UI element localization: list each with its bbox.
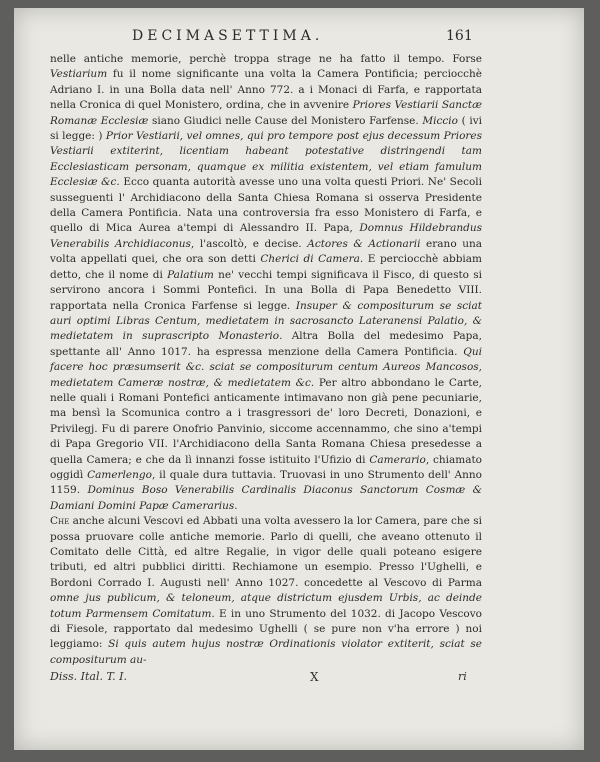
italic-run: Insuper & compositurum se sciat auri optimi Libras Centum, medietatem in sacrosancto Lateranensi Palatio, & medietatem in suprascripto Monasterio — [50, 299, 482, 343]
text-run: , chiamato oggidì — [50, 453, 482, 481]
italic-run: Qui facere hoc præsumserit &c. sciat se compositurum centum Aureos Mancosos, medietatem Cameræ nostræ, & medietatem &c. — [50, 345, 482, 389]
signature-mark: Diss. Ital. T. I. — [50, 670, 128, 683]
italic-run: Priores Vestiarii Sanctæ Romanæ Ecclesiæ — [50, 99, 483, 127]
italic-run: Domnus Hildebrandus Venerabilis Archidiaconus — [50, 222, 482, 250]
text-run: . E perciocchè abbiam detto, che il nome di — [50, 253, 483, 281]
italic-run: Miccio — [422, 114, 458, 127]
text-run: Per altro abbondano le Carte, nelle quali i Romani Pontefici anticamente intimavano non già pene pecuniarie, ma bensì la Scomunica contro a i trasgressori de' loro Decreti, Donazioni, e Privilegj. Fu di parere Onofrio Panvinio, siccome accennammo, che sino a'tempi di Papa Gregorio VII. l'Archidiacono della Santa Romana Chiesa presedesse a quella Camera; e che da lì innanzi fosse istituito l'Ufizio di — [50, 376, 482, 466]
text-run: siano Giudici nelle Cause del Monistero Farfense. — [148, 114, 423, 127]
text-run: ( ivi si legge: ) — [50, 114, 483, 143]
text-run: Che — [50, 515, 70, 528]
text-run: erano una volta appellati quei, che ora son detti — [50, 237, 482, 266]
italic-run: Cherici di Camera — [260, 253, 360, 266]
text-run: nelle antiche memorie, perchè troppa strage ne ha fatto il tempo. Forse — [50, 53, 482, 65]
text-run: . E in uno Strumento del 1032. di Jacopo Vescovo di Fiesole, rapportato dal medesimo Ughelli ( se pure non v'ha errore ) noi leggiamo: — [50, 607, 482, 651]
italic-run: Camerario — [369, 453, 426, 466]
page-footer — [14, 670, 584, 690]
italic-run: omne jus publicum, & teloneum, atque districtum ejusdem Urbis, ac deinde totum Parmensem Comitatum — [50, 592, 482, 620]
gathering-mark: X — [310, 670, 319, 684]
text-run: . Altra Bolla del medesimo Papa, spettante all' Anno 1017. ha espressa menzione della Camera Pontificia. — [50, 330, 482, 358]
italic-run: Camerlengo — [87, 468, 152, 481]
catchword: ri — [458, 670, 467, 683]
text-run: , l'ascoltò, e decise. — [190, 237, 308, 250]
text-run: , il quale dura tuttavia. Truovasi in uno Strumento dell' Anno 1159. — [50, 468, 482, 497]
text-run: Ecco quanta autorità avesse uno una volta questi Priori. Ne' Secoli susseguenti l' Archidiacono della Santa Chiesa Romana si osserva Presidente della Camera Pontificia. Nata una controversia fra esso Monistero di Farfa, e quello di Mica Aurea a'tempi di Alessandro II. Papa, — [50, 176, 482, 235]
running-title: DECIMASETTIMA. — [132, 28, 324, 44]
book-page — [14, 8, 584, 750]
body-text — [50, 52, 482, 668]
page-number: 161 — [446, 28, 473, 44]
italic-run: Si quis autem hujus nostræ Ordinationis violator extiterit, sciat se compositurum au- — [50, 638, 482, 666]
text-run: fu il nome significante una volta la Camera Pontificia; perciocchè Adriano I. in una Bolla data nell' Anno 772. a i Monaci di Farfa, e rapportata nella Cronica di quel Monistero, ordina, che in avvenire — [50, 68, 482, 112]
paragraph — [50, 514, 482, 668]
text-run: anche alcuni Vescovi ed Abbati una volta avessero la lor Camera, pare che si possa pruovare colle antiche memorie. Parlo di quelli, che aveano ottenuto il Comitato delle Città, ed altre Regalie, in vigor delle quali poteano esigere tributi, ed altri pubblici diritti. Rechiamone un esempio. Presso l'Ughelli, e Bordoni Corrado I. Augusti nell' Anno 1027. concedette al Vescovo di Parma — [50, 515, 482, 589]
italic-run: Palatium — [167, 268, 214, 281]
text-run: . — [234, 499, 238, 512]
text-run: ne' vecchi tempi significava il Fisco, di questo si servirono ancora i Sommi Pontefici. In una Bolla di Papa Benedetto VIII. rapportata nella Cronica Farfense si legge. — [50, 268, 482, 312]
italic-run: Vestiarium — [50, 68, 108, 81]
page-header — [14, 28, 584, 48]
italic-run: Actores & Actionarii — [307, 237, 421, 250]
paragraph — [50, 52, 482, 514]
italic-run: Prior Vestiarii, vel omnes, qui pro tempore post ejus decessum Priores Vestiarii extiterint, licentiam habeant potestative distringendi tam Ecclesiasticam personam, quamque ex militia existentem, vel etiam famulum Ecclesiæ &c. — [50, 130, 483, 189]
italic-run: Dominus Boso Venerabilis Cardinalis Diaconus Sanctorum Cosmæ & Damiani Domini Papæ Camerarius — [50, 484, 482, 512]
